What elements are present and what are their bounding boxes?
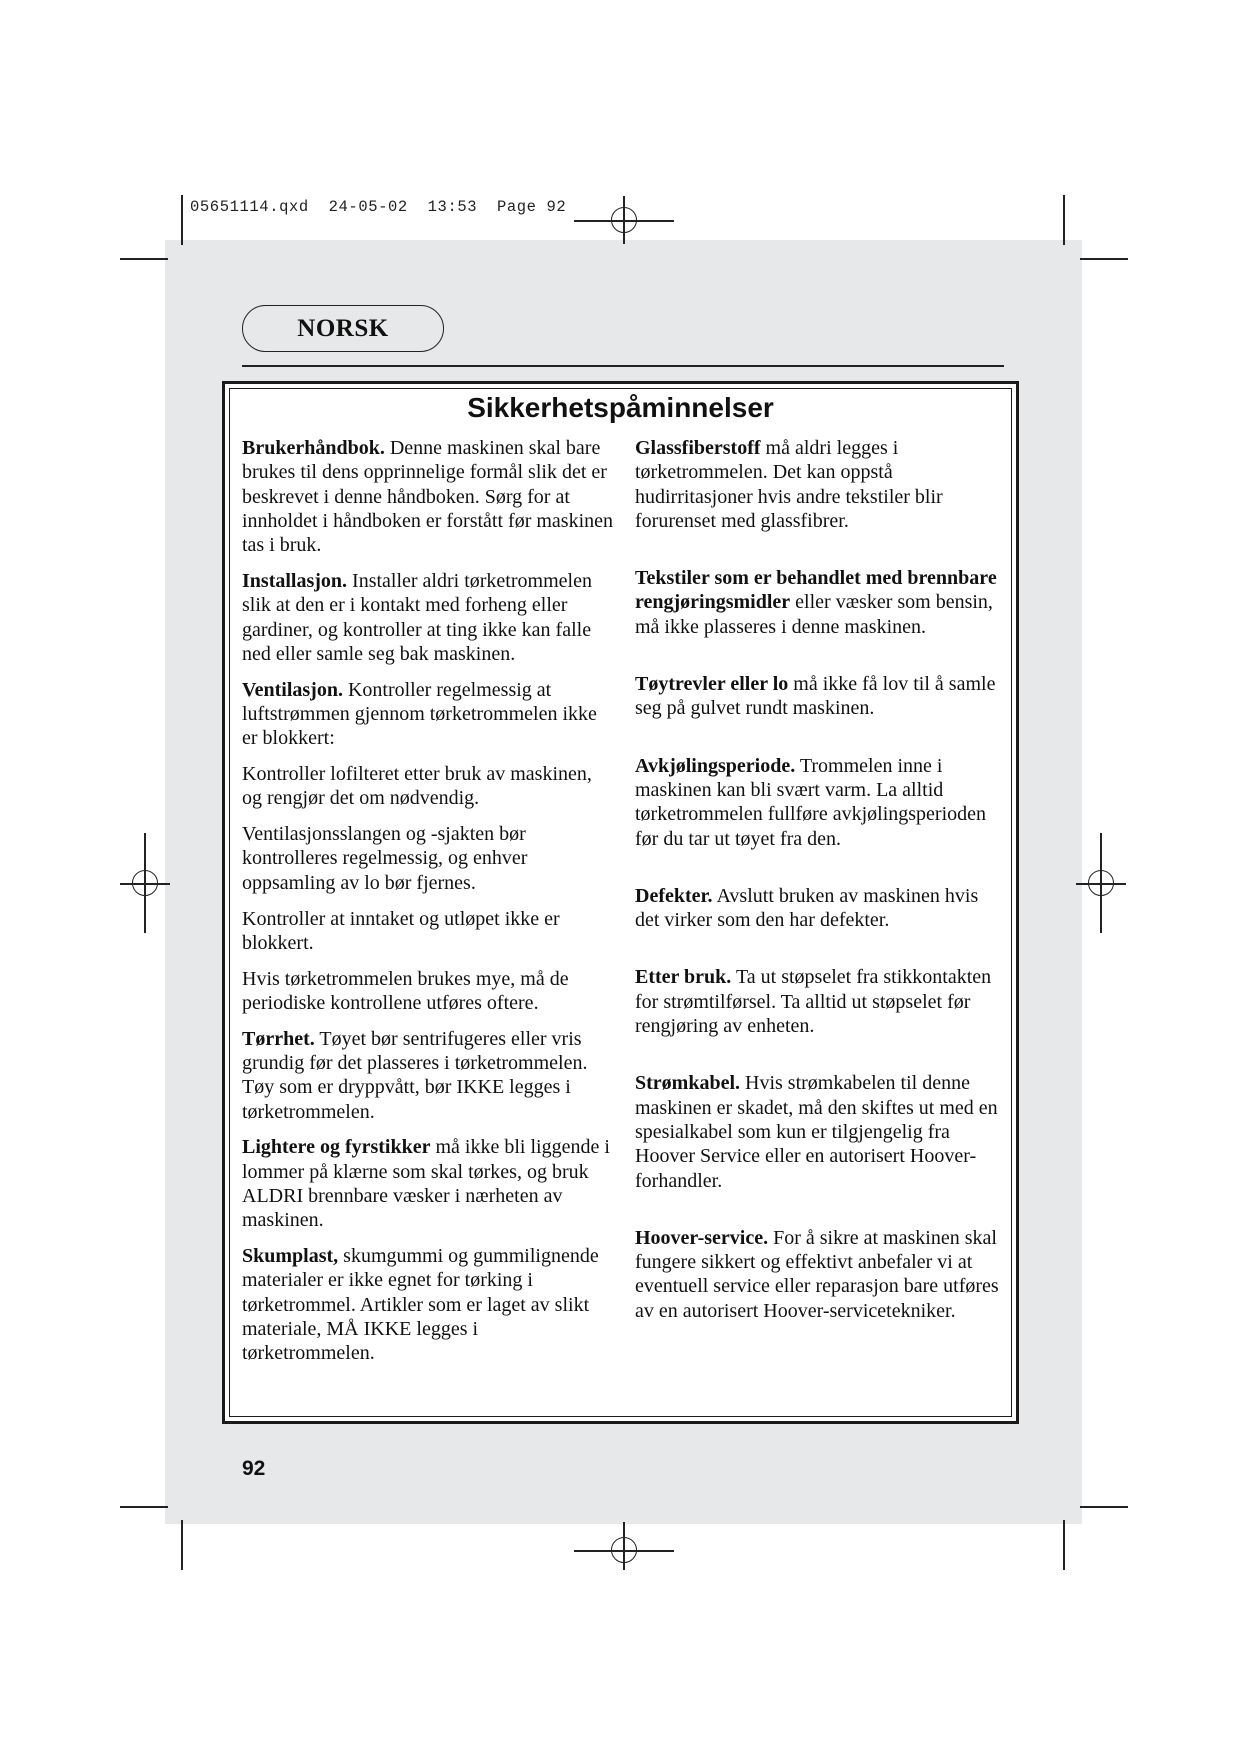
paragraph-text: Hvis strømkabelen til denne maskinen er skadet, må den skiftes ut med en spesialkabel som kun er tilgjengelig fra Hoover Service eller en autorisert Hoover-forhandler. (635, 1072, 998, 1192)
paragraph (242, 678, 614, 751)
paragraph-text: må aldri legges i tørketrommelen. Det kan oppstå hudirritasjoner hvis andre tekstiler blir forurenset med glassfibrer. (635, 437, 943, 532)
paragraph-text: Tøyet bør sentrifugeres eller vris grundig før det plasseres i tørketrommelen. Tøy som er dryppvått, bør IKKE legges i tørketrommelen. (242, 1027, 588, 1123)
paragraph-heading: Tekstiler som er behandlet med brennbare rengjøringsmidler (635, 567, 997, 614)
paragraph (635, 754, 1003, 851)
paragraph-text: skumgummi og gummilignende materialer er ikke egnet for tørking i tørketrommel. Artikler som er laget av slikt materiale, MÅ IKKE legges i tørketrommelen. (242, 1245, 599, 1365)
paragraph-text: må ikke få lov til å samle seg på gulvet rundt maskinen. (635, 673, 996, 720)
paragraph-heading: Skumplast, (242, 1245, 339, 1268)
paragraph-heading: Installasjon. (242, 569, 348, 592)
paragraph-heading: Defekter. (635, 884, 713, 907)
paragraph (635, 566, 1003, 639)
crop-mark (1080, 258, 1128, 260)
paragraph-heading: Avkjølingsperiode. (635, 754, 796, 777)
paragraph (242, 967, 614, 1016)
paragraph (635, 436, 1003, 533)
page-number: 92 (242, 1457, 266, 1480)
paragraph (635, 672, 1003, 721)
paragraph-heading: Glassfiberstoff (635, 437, 761, 459)
paragraph (635, 965, 1003, 1038)
paragraph-text: Kontroller regelmessig at luftstrømmen gjennom tørketrommelen ikke er blokkert: (242, 678, 597, 750)
paragraph-text: For å sikre at maskinen skal fungere sikkert og effektivt anbefaler vi at eventuell service eller reparasjon bare utføres av en autorisert Hoover-servicetekniker. (635, 1226, 999, 1322)
right-column (635, 436, 1003, 1356)
crop-mark (1080, 1506, 1128, 1508)
paragraph (242, 436, 614, 557)
crop-mark (120, 1506, 168, 1508)
paragraph-heading: Ventilasjon. (242, 678, 343, 701)
paragraph-text: Ventilasjonsslangen og -sjakten bør kontrolleres regelmessig, og enhver oppsamling av lo bør fjernes. (242, 823, 528, 894)
paragraph-heading: Lightere og fyrstikker (242, 1136, 431, 1159)
paragraph (242, 1244, 614, 1365)
safety-box (222, 381, 1019, 1424)
paragraph (635, 884, 1003, 933)
paragraph-heading: Strømkabel. (635, 1072, 740, 1095)
crop-mark (181, 195, 183, 245)
page-title: Sikkerhetspåminnelser (467, 392, 774, 423)
crop-mark (120, 258, 168, 260)
paragraph (242, 822, 614, 895)
paragraph-text: Avslutt bruken av maskinen hvis det virker som den har defekter. (635, 884, 979, 932)
crop-mark (1063, 1520, 1065, 1570)
paragraph-heading: Brukerhåndbok. (242, 437, 385, 459)
paragraph-text: må ikke bli liggende i lommer på klærne som skal tørkes, og bruk ALDRI brennbare væsker i nærheten av maskinen. (242, 1136, 610, 1232)
paragraph-text: Denne maskinen skal bare brukes til dens opprinnelige formål slik det er beskrevet i denne håndboken. Sørg for at innholdet i håndboken er forstått før maskinen tas i bruk. (242, 437, 614, 557)
language-tab: NORSK (242, 305, 444, 352)
paragraph (242, 1135, 614, 1232)
print-slug: 05651114.qxd 24-05-02 13:53 Page 92 (190, 198, 567, 216)
paragraph (635, 1071, 1003, 1192)
left-column (242, 436, 614, 1377)
paragraph-text: Trommelen inne i maskinen kan bli svært varm. La alltid tørketrommelen fullføre avkjølingsperioden før du tar ut tøyet fra den. (635, 754, 987, 850)
paragraph-text: eller væsker som bensin, må ikke plasseres i denne maskinen. (635, 591, 993, 638)
paragraph-text: Installer aldri tørketrommelen slik at den er i kontakt med forheng eller gardiner, og kontroller at ting ikke kan falle ned eller samle seg bak maskinen. (242, 569, 592, 665)
paragraph (242, 762, 614, 811)
paragraph (242, 907, 614, 956)
paragraph-heading: Tøytrevler eller lo (635, 673, 789, 696)
paragraph (242, 1027, 614, 1124)
crop-mark (181, 1520, 183, 1570)
paragraph-text: Kontroller lofilteret etter bruk av maskinen, og rengjør det om nødvendig. (242, 763, 592, 810)
paragraph-heading: Etter bruk. (635, 966, 732, 989)
paragraph-text: Ta ut støpselet fra stikkontakten for strømtilførsel. Ta alltid ut støpselet før rengjøring av enheten. (635, 966, 992, 1038)
paragraph (242, 569, 614, 666)
paragraph (635, 1226, 1003, 1323)
header-divider (242, 365, 1004, 367)
paragraph-heading: Hoover-service. (635, 1226, 769, 1249)
crop-mark (1063, 195, 1065, 245)
paragraph-text: Hvis tørketrommelen brukes mye, må de periodiske kontrollene utføres oftere. (242, 967, 569, 1014)
paragraph-heading: Tørrhet. (242, 1027, 315, 1050)
paragraph-text: Kontroller at inntaket og utløpet ikke er blokkert. (242, 907, 560, 954)
